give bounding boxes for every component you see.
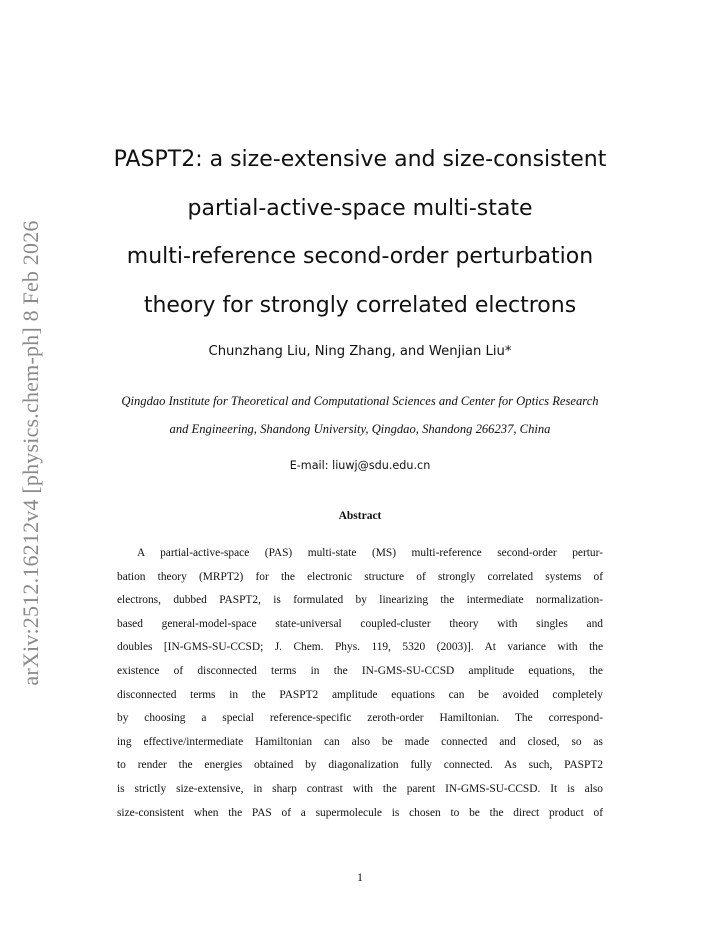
abstract-heading: Abstract: [338, 510, 382, 522]
abstract-line: disconnected terms in the PASPT2 amplitude equations can be avoided completely: [117, 688, 603, 701]
abstract-line: electrons, dubbed PASPT2, is formulated by linearizing the intermediate normalization-: [117, 594, 603, 607]
title-line: theory for strongly correlated electrons: [143, 292, 577, 318]
abstract-line: is strictly size-extensive, in sharp contrast with the parent IN-GMS-SU-CCSD. It is also: [117, 782, 603, 795]
affiliation-line: and Engineering, Shandong University, Qingdao, Shandong 266237, China: [169, 422, 551, 436]
title-line: partial-active-space multi-state: [187, 195, 533, 221]
abstract-line: A partial-active-space (PAS) multi-state (MS) multi-reference second-order pertur-: [137, 547, 603, 559]
title-line: PASPT2: a size-extensive and size-consistent: [113, 147, 607, 172]
abstract-line: bation theory (MRPT2) for the electronic structure of strongly correlated systems of: [117, 570, 603, 583]
abstract-line: to render the energies obtained by diagonalization fully connected. As such, PASPT2: [117, 759, 603, 772]
affiliation-line: Qingdao Institute for Theoretical and Computational Sciences and Center for Optics Research: [121, 394, 599, 408]
affiliation: [60, 387, 660, 443]
page-number: 1: [357, 870, 363, 884]
author-list: Chunzhang Liu, Ning Zhang, and Wenjian Liu*: [208, 344, 512, 359]
arxiv-sidebar: [6, 213, 56, 693]
abstract-line: based general-model-space state-universal coupled-cluster theory with singles and: [117, 617, 603, 630]
paper-title: [60, 136, 660, 330]
title-line: multi-reference second-order perturbation: [126, 244, 594, 269]
abstract-body: [117, 542, 603, 825]
abstract-line: ing effective/intermediate Hamiltonian can also be made connected and closed, so as: [117, 735, 603, 748]
arxiv-identifier: arXiv:2512.16212v4 [physics.chem-ph] 8 Feb 2026: [18, 220, 43, 686]
abstract-line: doubles [IN-GMS-SU-CCSD; J. Chem. Phys. 119, 5320 (2003)]. At variance with the: [117, 641, 603, 654]
abstract-line: size-consistent when the PAS of a supermolecule is chosen to be the direct product of: [117, 806, 603, 819]
abstract-line: existence of disconnected terms in the IN-GMS-SU-CCSD amplitude equations, the: [117, 664, 603, 677]
abstract-line: by choosing a special reference-specific zeroth-order Hamiltonian. The correspond-: [117, 712, 603, 725]
contact-email: E-mail: liuwj@sdu.edu.cn: [289, 459, 431, 472]
